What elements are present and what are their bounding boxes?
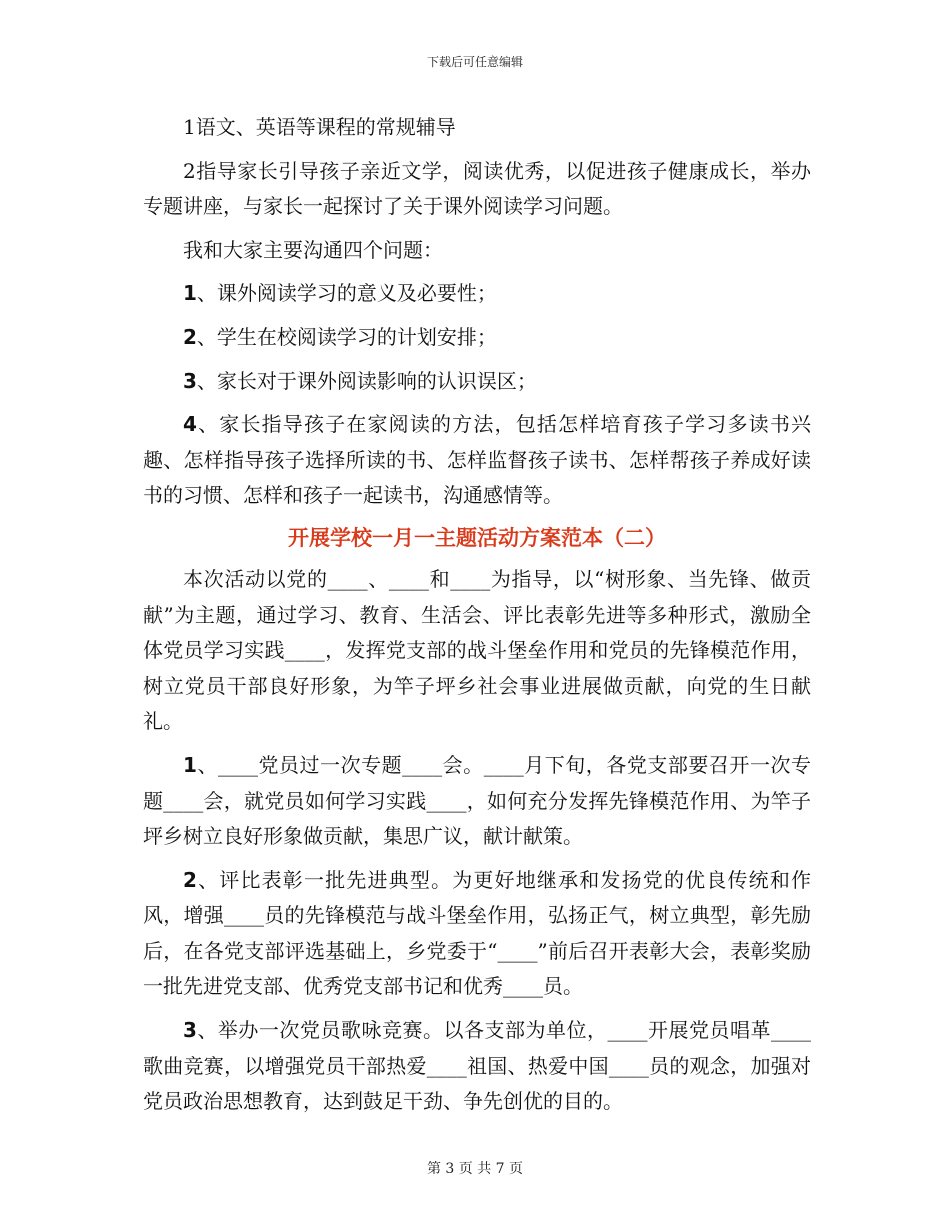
list-item	[143, 364, 811, 400]
item-number: 3	[183, 1018, 197, 1043]
list-item	[143, 407, 811, 514]
item-number: 2	[183, 324, 197, 349]
item-number: 4	[183, 412, 197, 437]
list-item: 1语文、英语等课程的常规辅导	[183, 115, 456, 139]
list-item	[143, 320, 811, 356]
item-text: 、评比表彰一批先进典型。为更好地继承和发扬党的优良传统和作风，增强____员的先锋模范与战斗堡垒作用，弘扬正气，树立典型，彰先励后，在各党支部评选基础上，乡党委于“____”前后召开表彰大会，表彰奖励一批先进党支部、优秀党支部书记和优秀____员。	[143, 867, 811, 999]
page-number: 第 3 页 共 7 页	[426, 1161, 524, 1177]
paragraph-intro: 我和大家主要沟通四个问题：	[183, 237, 443, 262]
section-title: 开展学校一月一主题活动方案范本（二）	[288, 525, 666, 550]
item-text: 、学生在校阅读学习的计划安排；	[196, 324, 497, 349]
item-number: 1	[183, 281, 197, 306]
list-item	[143, 1013, 811, 1120]
item-number: 3	[183, 368, 197, 393]
item-number: 2	[183, 867, 197, 892]
list-item	[143, 748, 811, 855]
document-body	[143, 110, 811, 1120]
list-item: 2指导家长引导孩子亲近文学，阅读优秀，以促进孩子健康成长，举办专题讲座，与家长一起探讨了关于课外阅读学习问题。	[143, 158, 811, 219]
item-text: 、家长对于课外阅读影响的认识误区；	[196, 368, 537, 393]
page-header-note: 下载后可任意编辑	[426, 55, 523, 69]
item-number: 1	[183, 752, 197, 777]
list-item	[143, 863, 811, 1005]
item-text: 、举办一次党员歌咏竞赛。以各支部为单位，____开展党员唱革____歌曲竞赛，以增强党员干部热爱____祖国、热爱中国____员的观念，加强对党员政治思想教育，达到鼓足干劲、争先创优的目的。	[143, 1018, 811, 1114]
list-item	[143, 276, 811, 312]
item-text: 、课外阅读学习的意义及必要性；	[196, 281, 497, 306]
paragraph-intro: 本次活动以党的____、____和____为指导，以“树形象、当先锋、做贡献”为主题，通过学习、教育、生活会、评比表彰先进等多种形式，激励全体党员学习实践____，发挥党支部的战斗堡垒作用和党员的先锋模范作用，树立党员干部良好形象，为竿子坪乡社会事业进展做贡献，向党的生日献礼。	[143, 566, 811, 734]
item-text: 、____党员过一次专题____会。____月下旬，各党支部要召开一次专题____会，就党员如何学习实践____，如何充分发挥先锋模范作用、为竿子坪乡树立良好形象做贡献，集思广议，献计献策。	[143, 752, 811, 849]
item-text: 、家长指导孩子在家阅读的方法，包括怎样培育孩子学习多读书兴趣、怎样指导孩子选择所读的书、怎样监督孩子读书、怎样帮孩子养成好读书的习惯、怎样和孩子一起读书，沟通感情等。	[143, 412, 811, 508]
